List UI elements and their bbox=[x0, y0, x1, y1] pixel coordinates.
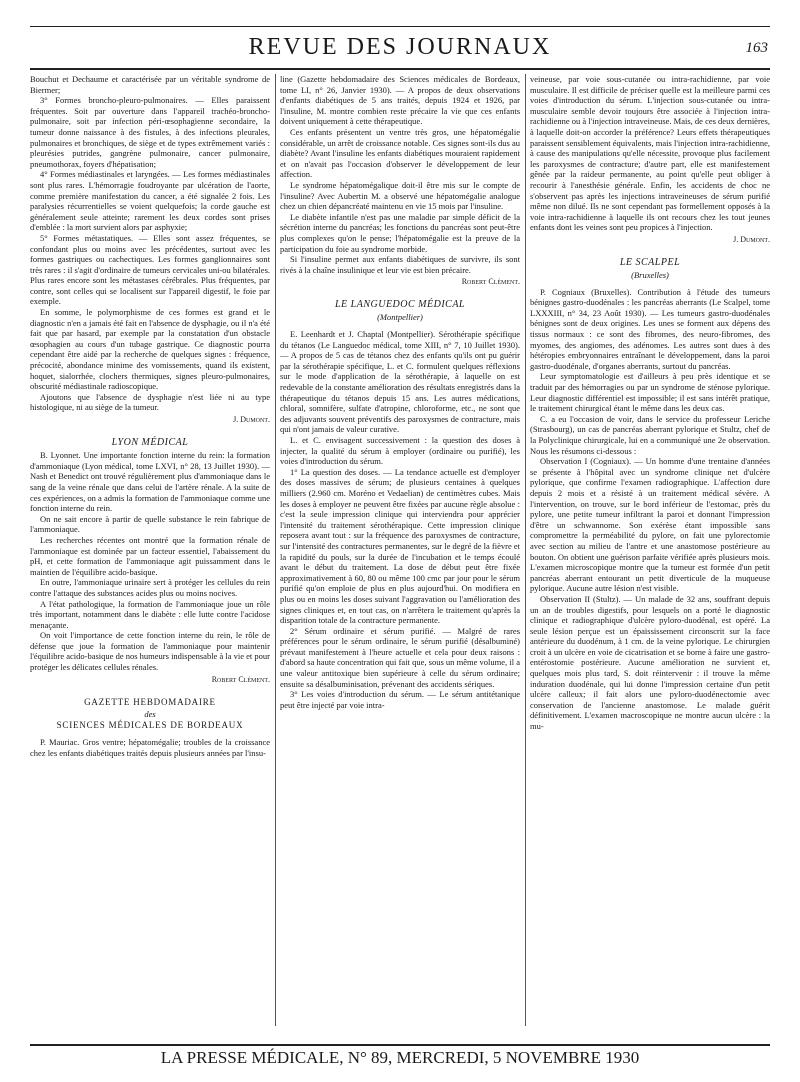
paragraph: 2° Sérum ordinaire et sérum purifié. — Malgré de rares préférences pour le sérum ordinaire, le sérum purifié (désalbuminé) prévaut manifestement à l'heure actuelle et cela pour deux raisons : d'abord sa haute concentration qui fait que, sous un même volume, il a une valeur antitoxique bien supérieure à celle du sérum ordinaire; ensuite sa désalbuminisation, prévenant des accidents sériques. bbox=[280, 625, 520, 689]
paragraph: En outre, l'ammoniaque urinaire sert à protéger les cellules du rein contre l'attaque des substances acides plus ou moins nocives. bbox=[30, 577, 270, 598]
author-signature: J. Dumont. bbox=[233, 415, 270, 424]
author-signature: Robert Clément. bbox=[461, 277, 520, 287]
page-header bbox=[30, 30, 770, 70]
column-left bbox=[30, 74, 270, 1026]
paragraph: L. et C. envisagent successivement : la question des doses à injecter, la qualité du sérum à employer (ordinaire ou purifié), les voies d'introduction du sérum. bbox=[280, 435, 520, 467]
paragraph: E. Leenhardt et J. Chaptal (Montpellier). Sérothérapie spécifique du tétanos (Le Languedoc médical, tome XIII, n° 7, 10 Juillet 1930). — A propos de 5 cas de tétanos chez des enfants qu'ils ont pu guérir par la sérothérapie spécifique, L. et C. formulent quelques réflexions sur le mode d'application de la sérothérapie, à laquelle on est redevable de la constante amélioration des résultats enregistrés dans la thérapeutique du tétanos depuis 15 ans. Les autres médications, chloral, somnifère, sulfate d'atropine, chloroforme, etc., ne sont que des adjuvants souvent préventifs des paroxysmes de contracture, mais qui n'ont jamais de valeur curative. bbox=[280, 329, 520, 435]
paragraph: P. Mauriac. Gros ventre; hépatomégalie; troubles de la croissance chez les enfants diabétiques traités depuis plusieurs années par l'insu- bbox=[30, 737, 270, 758]
column-middle bbox=[280, 74, 520, 1026]
paragraph: Les recherches récentes ont montré que la formation rénale de l'ammoniaque est dominée par un facteur essentiel, l'abaissement du pH, et cette formation de l'ammoniaque agit puissamment dans le maintien de l'équilibre acido-basique. bbox=[30, 534, 270, 577]
paragraph: veineuse, par voie sous-cutanée ou intra-rachidienne, par voie musculaire. Il est difficile de préciser quelle est la meilleure parmi ces voies d'introduction du sérum. L'injection sous-cutanée ou intra-musculaire semble devoir toujours être associée à l'injection intra-rachidienne ou à l'injection intraveineuse. Mais, de ces deux dernières, à laquelle doit-on accorder la préférence? Leurs effets thérapeutiques paraissent sensiblement équivalents, mais l'injection intra-rachidienne, à cause des manipulations qu'elle nécessite, provoque plus facilement les paroxysmes de contracture; d'autre part, elle est manifestement gênée par la raideur permanente, au point qu'elle peut obliger à recourir à l'anesthésie générale. Enfin, les accidents de choc ne s'observent pas après les injections intraveineuses de sérum purifié même non dilué. Ils ne sont cependant pas formellement opposés à la voie intra-rachidienne à laquelle ils ont recours chez les tout jeunes enfants dont les veines sont peu propices à l'injection. bbox=[530, 74, 770, 233]
section-heading-des: des bbox=[144, 708, 156, 719]
section-subheading-city: (Bruxelles) bbox=[631, 270, 669, 281]
author-signature: Robert Clément. bbox=[211, 674, 270, 684]
section-heading-scalpel: LE SCALPEL bbox=[619, 256, 681, 268]
paragraph: Le diabète infantile n'est pas une maladie par simple déficit de la sécrétion interne du pancréas; les fonctions du pancréas sont peut-être plus complexes qu'on le pense; l'hépatomégalie est la preuve de la participation du foie au syndrome morbide. bbox=[280, 211, 520, 254]
paragraph: C. a eu l'occasion de voir, dans le service du professeur Leriche (Strasbourg), un cas de pancréas aberrant pylorique et Stultz, chef de la Polyclinique chirurgicale, lui en a communiqué une 2e observation. Nous les résumons ci-dessous : bbox=[530, 413, 770, 456]
paragraph: On ne sait encore à partir de quelle substance le rein fabrique de l'ammoniaque. bbox=[30, 513, 270, 535]
header-top-rule bbox=[30, 26, 770, 27]
paragraph: Le syndrome hépatomégalique doit-il être mis sur le compte de l'insuline? Avec Aubertin M. a observé une hépatomégalie analogue chez un chien dépancréaté maintenu en vie 15 mois par l'insuline. bbox=[280, 179, 520, 212]
paragraph: On voit l'importance de cette fonction interne du rein, le rôle de défense que joue la formation de l'ammoniaque pour maintenir l'équilibre acido-basique de nos humeurs indispensable à la vie et pour protéger les délicates cellules rénales. bbox=[30, 630, 270, 673]
column-right bbox=[530, 74, 770, 1026]
section-heading-sciences: SCIENCES MÉDICALES DE BORDEAUX bbox=[56, 720, 244, 731]
page-number: 163 bbox=[745, 40, 768, 56]
paragraph: A l'état pathologique, la formation de l'ammoniaque joue un rôle très important, notamment dans le diabète : elle lutte contre l'acidose menaçante. bbox=[30, 598, 270, 630]
paragraph: 5° Formes métastatiques. — Elles sont assez fréquentes, se confondant plus ou moins avec les précédentes, surtout avec les formes gastriques ou cachectiques. Les formes ganglionnaires sont très rares : il s'agit d'ordinaire de tumeurs cervicales uni-ou bilatérales. Plus rares encore sont les métastases cérébrales. Plus fréquentes, par contre, sont celles qui se localisent sur l'appareil digestif, le foie par exemple. bbox=[30, 232, 270, 307]
paragraph: 4° Formes médiastinales et laryngées. — Les formes médiastinales sont plus rares. L'hémorragie foudroyante par ulcération de l'aorte, comme première manifestation du cancer, a été signalée 2 fois. Les paralysies récurrentielles se voient quelquefois; la corde gauche est généralement seule atteinte; rarement les deux cordes sont prises d'emblée : la mort survient alors par asphyxie; bbox=[30, 169, 270, 233]
paragraph: 3° Formes broncho-pleuro-pulmonaires. — Elles paraissent fréquentes. Soit par ouverture dans l'appareil trachéo-broncho-pulmonaire, soit par infection péri-œsophagienne secondaire, la tumeur donne naissance à des fistules, à des infections pleurales, pulmonaires et bronchiques, de siège et de types extrêmement variés : pleurésies putrides, gangrène pulmonaire, cancer pulmonaire, pneumothorax, foyers d'hépatisation; bbox=[30, 95, 270, 169]
paragraph: En somme, le polymorphisme de ces formes est grand et le diagnostic n'en a jamais été fait en l'absence de dysphagie, ou il n'a été fait que par hasard, par exemple par la constatation d'un obstacle œsophagien au cours d'un tubage gastrique. Ce diagnostic pourra cependant être aidé par la recherche de quelques signes : fréquence, précocité, abondance minime des vomissements, quand ils existent, hoquet, sialorrhée, clochers thermiques, signes pleuro-pulmonaires, obscurité médiastinale radioscopique. bbox=[30, 307, 270, 392]
paragraph: Bouchut et Dechaume et caractérisée par un véritable syndrome de Biermer; bbox=[30, 74, 270, 95]
paragraph: line (Gazette hebdomadaire des Sciences médicales de Bordeaux, tome LI, n° 26, Janvier 1930). — A propos de deux observations d'enfants diabétiques de 5 ans traités, depuis 1924 et 1926, par l'insuline, M. montre combien reste précaire la vie que ces enfants doivent uniquement à cette thérapeutique. bbox=[280, 74, 520, 127]
page-footer: LA PRESSE MÉDICALE, N° 89, MERCREDI, 5 NOVEMBRE 1930 bbox=[30, 1044, 770, 1070]
author-signature: J. Dumont. bbox=[733, 234, 770, 244]
section-heading-gazette: GAZETTE HEBDOMADAIRE bbox=[84, 697, 216, 708]
article-columns bbox=[30, 74, 770, 1026]
paragraph: B. Lyonnet. Une importante fonction interne du rein: la formation d'ammoniaque (Lyon médical, tome LXVI, n° 28, 13 Juillet 1930). — Nash et Benedict ont trouvé régulièrement plus d'ammoniaque dans le sang de la veine rénale que dans celui de l'artère rénale. A la suite de ces expériences, on a admis la formation de l'ammoniaque comme une fonction interne du rein. bbox=[30, 450, 270, 514]
paragraph: Ajoutons que l'absence de dysphagie n'est liée ni au type histologique, ni au siège de la tumeur. bbox=[30, 391, 270, 413]
paragraph: 3° Les voies d'introduction du sérum. — Le sérum antitétanique peut être injecté par voie intra- bbox=[280, 689, 520, 710]
paragraph: Observation II (Stultz). — Un malade de 32 ans, souffrant depuis un an de troubles digestifs, pour lesquels on a porté le diagnostic clinique et radiographique d'ulcère pyloro-duodénal, est opéré. La seule lésion perçue est un épaississement circonscrit sur la face antérieure du duodénum, à 1 cm. de la veine pylorique. Le chirurgien croit à un ulcère en voie de cicatrisation et se borne à faire une gastro-entérostomie postérieure. Aucune amélioration ne survient et, quelques mois plus tard, S. doit réintervenir : il trouve la même induration duodénale, qui lui donne l'impression certaine d'un petit ulcère calleux; il fait alors une pyloro-duodénectomie avec conservation de l'ancienne anastomose. Le malade guérit définitivement. L'examen macroscopique ne montre aucun ulcère : la mu- bbox=[530, 593, 770, 732]
section-subheading-city: (Montpellier) bbox=[377, 312, 423, 323]
paragraph: 1° La question des doses. — La tendance actuelle est d'employer des doses massives de sérum; de plusieurs centaines à quelques milliers (2.960 cm. Moréno et Vedaelian) de centimètres cubes. Mais les doses à employer ne peuvent être fixées par aucune règle absolue : c'est la seule impression clinique qui interviendra pour apprécier l'intensité du traitement sérothérapique. Cette impression clinique reposera avant tout : sur la fréquence des paroxysmes de contracture, sur l'intensité des contractures permanentes, sur le degré de la fièvre et la rapidité du pouls, sur la durée de l'incubation et le temps écoulé avant le début du traitement. La dose de début peut être fixée approximativement à 60, 80 ou même 100 cmc par jour pour le sérum purifié qu'on emploie de plus en plus aujourd'hui. On modifiera en plus ou en moins les doses suivant l'aggravation ou l'amélioration des signes cliniques et, en tout cas, on n'arrêtera le traitement qu'après la disparition totale de la contracture permanente. bbox=[280, 466, 520, 626]
section-heading-lyon-medical: LYON MÉDICAL bbox=[111, 436, 189, 448]
section-heading-languedoc: LE LANGUEDOC MÉDICAL bbox=[334, 298, 465, 310]
paragraph: Si l'insuline permet aux enfants diabétiques de survivre, ils sont rivés à la chaîne insulinique et leur vie est bien précaire. bbox=[280, 254, 520, 275]
paragraph: Ces enfants présentent un ventre très gros, une hépatomégalie considérable, un arrêt de croissance notable. Ces signes sont-ils dus au diabète? Avant l'insuline les enfants diabétiques mouraient rapidement et on n'avait pas l'occasion d'observer le développement de leur affection. bbox=[280, 126, 520, 180]
paragraph: Leur symptomatologie est d'ailleurs à peu près identique et se traduit par des hémorragies ou par un syndrome de sténose pylorique. Leur diagnostic différentiel est impossible; il est sans intérêt pratique, le traitement chirurgical étant le même dans les deux cas. bbox=[530, 371, 770, 414]
paragraph: Observation I (Cogniaux). — Un homme d'une trentaine d'années se présente à l'hôpital avec un syndrome clinique net d'ulcère pylorique, que confirme l'examen radiographique. L'affection dure depuis 2 mois et a résisté à un traitement médical sévère. A l'intervention, on trouve, sur le bord inférieur de l'estomac, près du pylore, une petite tumeur infiltrant la paroi et donnant l'impression d'être un schwannome. Son exérèse étant impossible sans compromettre la perméabilité du pylore, on fait une pylorectomie avec section au milieu de l'antre et une anastomose postérieure au bouton. On obtient une guérison parfaite vérifiée après plusieurs mois. L'examen microscopique montre que la tumeur est formée d'un petit pancréas aberrant entourant un petit diverticule de la muqueuse pylorique. Aucune autre lésion n'est visible. bbox=[530, 456, 770, 594]
paragraph: P. Cogniaux (Bruxelles). Contribution à l'étude des tumeurs bénignes gastro-duodénales : les pancréas aberrants (Le Scalpel, tome LXXXIII, n° 34, 23 Août 1930). — Les tumeurs gastro-duodénales bénignes sont de deux origines. Les unes se forment aux dépens des tissus normaux : ce sont des fibromes, des neuro-fibromes, des myomes, des angiomes, des adénomes. Les autres sont dues à des hétéropies embryonnaires entraînant le développement, dans la paroi gastro-duodénale, d'organes aberrants, surtout du pancréas. bbox=[530, 286, 770, 371]
journal-section-title: REVUE DES JOURNAUX bbox=[248, 34, 552, 60]
